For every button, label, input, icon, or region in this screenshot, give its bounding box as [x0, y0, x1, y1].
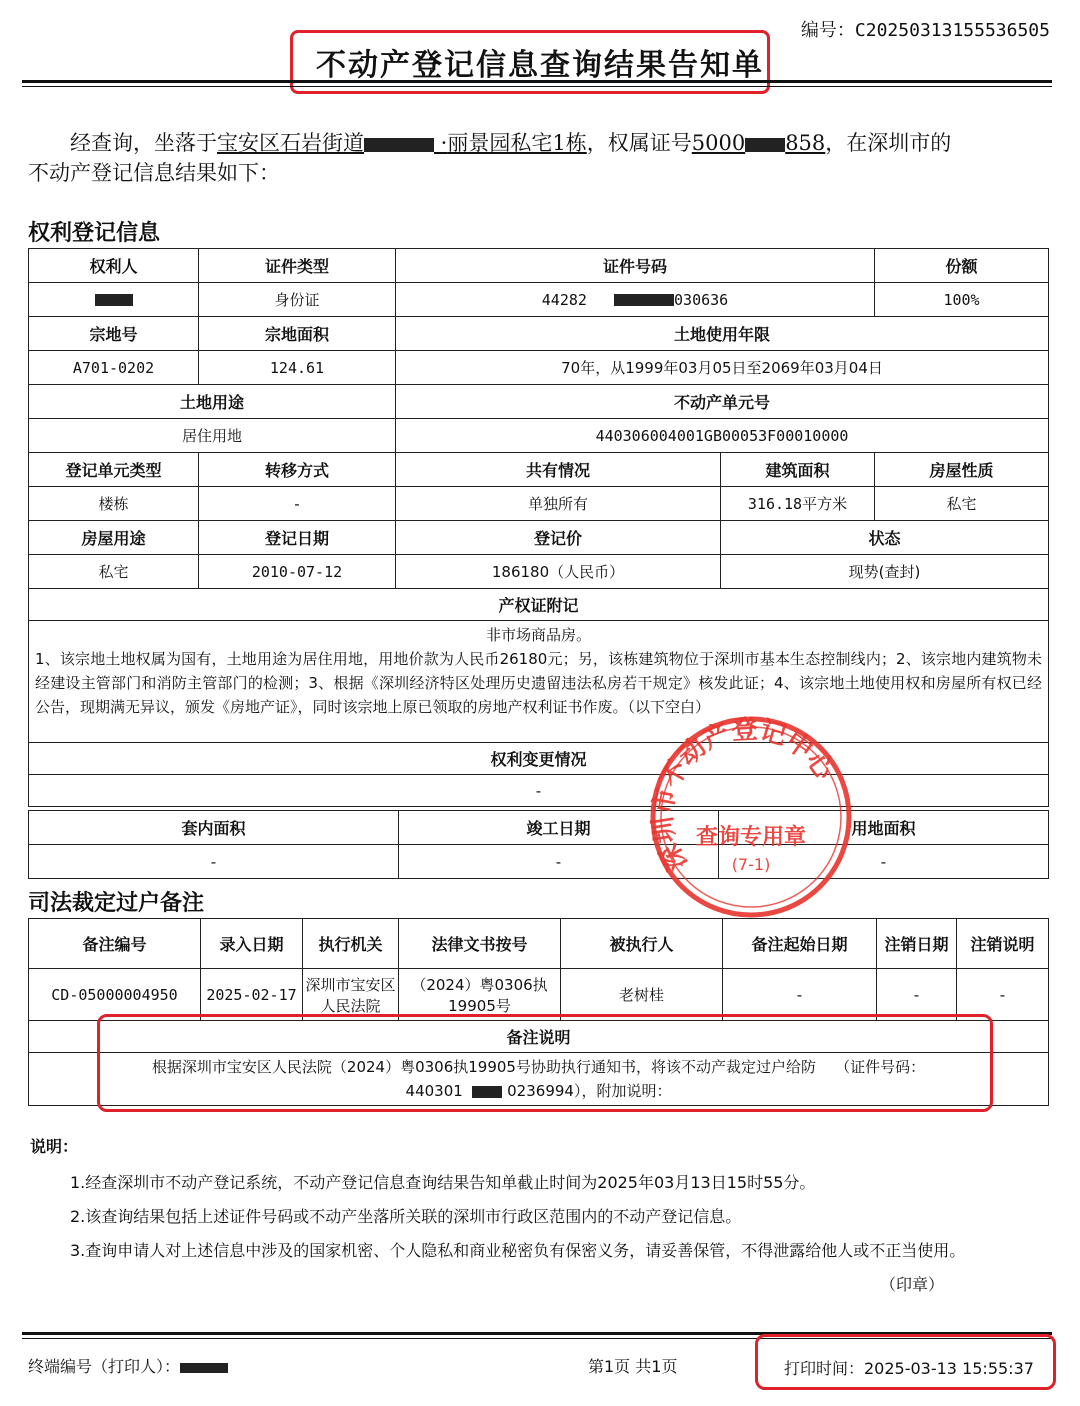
header-rights-change: 权利变更情况 [29, 743, 1049, 775]
transfer-value: - [199, 487, 396, 521]
header-id-type: 证件类型 [199, 249, 396, 283]
header-unit-type: 登记单元类型 [29, 453, 199, 487]
area-table [28, 810, 1049, 879]
header-building-area: 建筑面积 [721, 453, 875, 487]
seal-label: （印章） [880, 1275, 945, 1294]
executed-person-value: 老树桂 [561, 969, 723, 1021]
address-part-a: 宝安区石岩街道 [217, 131, 364, 155]
judicial-section-title: 司法裁定过户备注 [28, 890, 205, 916]
note-desc-part1: 根据深圳市宝安区人民法院（2024）粤0306执19905号协助执行通知书，将该不动产裁定过户给防 [151, 1058, 816, 1076]
note-item: 2.该查询结果包括上述证件号码或不动产坐落所关联的深圳市行政区范围内的不动产登记信息。 [70, 1207, 742, 1226]
header-status: 状态 [721, 521, 1049, 555]
header-inner-area: 套内面积 [29, 811, 399, 845]
header-completion-date: 竣工日期 [399, 811, 719, 845]
terminal-label [28, 1354, 228, 1377]
house-use-value: 私宅 [29, 555, 199, 589]
doc-number-value: （2024）粤0306执19905号 [399, 969, 561, 1021]
appendix-body: 1、该宗地土地权属为国有，土地用途为居住用地，用地价款为人民币26180元；另，该栋建筑物位于深圳市基本生态控制线内；2、该宗地内建筑物未经建设主管部门和消防主管部门的检测；3、根据《深圳经济特区处理历史遗留违法私房若干规定》核发此证；4、该宗地土地使用权和房屋所有权已经公告，现期满无异议，颁发《房地产证》，同时该宗地上原已领取的房地产权利证书作废。（以下空白） [35, 650, 1043, 716]
unit-type-value: 楼栋 [29, 487, 199, 521]
redacted-block [614, 294, 674, 306]
redacted-block [745, 138, 785, 152]
rights-section-title: 权利登记信息 [28, 220, 161, 246]
share-value: 100% [875, 283, 1049, 317]
land-area-value: - [719, 845, 1049, 879]
id-number-value [396, 283, 875, 317]
header-entry-date: 录入日期 [201, 919, 303, 969]
id-type-value: 身份证 [199, 283, 396, 317]
land-term-value: 70年，从1999年03月05日至2069年03月04日 [396, 351, 1049, 385]
header-land-term: 土地使用年限 [396, 317, 1049, 351]
header-land-use: 土地用途 [29, 385, 396, 419]
header-unit-number: 不动产单元号 [396, 385, 1049, 419]
header-executed-person: 被执行人 [561, 919, 723, 969]
header-reg-price: 登记价 [396, 521, 721, 555]
cert-part-a: 5000 [691, 131, 746, 155]
note-desc-part3: 440301 [405, 1082, 463, 1100]
cancel-desc-value: - [957, 969, 1049, 1021]
header-note-description: 备注说明 [29, 1021, 1049, 1053]
official-seal-icon [648, 714, 854, 920]
note-number-value: CD-05000004950 [29, 969, 201, 1021]
co-ownership-value: 单独所有 [396, 487, 721, 521]
header-doc-number: 法律文书按号 [399, 919, 561, 969]
status-value: 现势(查封) [721, 555, 1049, 589]
terminal-text: 终端编号（打印人）： [28, 1357, 181, 1376]
intro-suffix: ，在深圳市的 [825, 131, 952, 155]
document-title: 不动产登记信息查询结果告知单 [316, 48, 764, 83]
cancel-date-value: - [877, 969, 957, 1021]
note-highlight-box [97, 1014, 993, 1112]
header-land-area: 用地面积 [719, 811, 1049, 845]
redacted-block [95, 294, 133, 306]
seal-text: 深圳市不动产登记中心 [648, 714, 840, 876]
land-use-value: 居住用地 [29, 419, 396, 453]
header-note-start: 备注起始日期 [723, 919, 877, 969]
parcel-value: A701-0202 [29, 351, 199, 385]
cert-part-b: 858 [785, 131, 826, 155]
owner-value [29, 283, 199, 317]
header-note-number: 备注编号 [29, 919, 201, 969]
header-parcel-area: 宗地面积 [199, 317, 396, 351]
unit-number-value: 440306004001GB00053F00010000 [396, 419, 1049, 453]
header-cancel-desc: 注销说明 [957, 919, 1049, 969]
header-owner: 权利人 [29, 249, 199, 283]
redacted-block [180, 1363, 228, 1373]
house-nature-value: 私宅 [875, 487, 1049, 521]
id-number-part-b: 030636 [674, 290, 729, 309]
header-reg-date: 登记日期 [199, 521, 396, 555]
seal-subtitle: 查询专用章 [695, 825, 807, 850]
note-item: 3.查询申请人对上述信息中涉及的国家机密、个人隐私和商业秘密负有保密义务，请妥善保管，不得泄露给他人或不正当使用。 [70, 1241, 966, 1260]
header-cancel-date: 注销日期 [877, 919, 957, 969]
header-co-ownership: 共有情况 [396, 453, 721, 487]
intro-line2: 不动产登记信息结果如下： [28, 161, 280, 185]
parcel-area-value: 124.61 [199, 351, 396, 385]
header-appendix: 产权证附记 [29, 589, 1049, 621]
entry-date-value: 2025-02-17 [201, 969, 303, 1021]
note-item: 1.经查深圳市不动产登记系统，不动产登记信息查询结果告知单截止时间为2025年03月13日15时55分。 [70, 1173, 816, 1192]
header-rule [22, 80, 1052, 83]
intro-paragraph: 经查询，坐落于宝安区石岩街道 ·丽景园私宅1栋，权属证号5000 858，在深圳市的 不动产登记信息结果如下： [28, 131, 952, 185]
note-start-value: - [723, 969, 877, 1021]
inner-area-value: - [29, 845, 399, 879]
agency-value: 深圳市宝安区人民法院 [303, 969, 399, 1021]
seal-code: (7-1) [731, 855, 771, 874]
header-house-use: 房屋用途 [29, 521, 199, 555]
intro-mid: ，权属证号 [586, 131, 692, 155]
header-house-nature: 房屋性质 [875, 453, 1049, 487]
page-indicator: 第1页 共1页 [588, 1357, 678, 1376]
header-transfer: 转移方式 [199, 453, 396, 487]
note-desc-part2: （证件号码： [835, 1058, 926, 1076]
address-part-b: 丽景园私宅1栋 [447, 131, 587, 155]
reg-date-value: 2010-07-12 [199, 555, 396, 589]
rights-table [28, 248, 1049, 807]
header-share: 份额 [875, 249, 1049, 283]
intro-prefix: 经查询，坐落于 [70, 131, 217, 155]
notes-title: 说明： [30, 1137, 79, 1156]
completion-date-value: - [399, 845, 719, 879]
rights-change-value: - [29, 775, 1049, 807]
appendix-content [29, 621, 1049, 743]
reg-price-value: 186180（人民币） [396, 555, 721, 589]
header-rule-thin [22, 86, 1052, 87]
appendix-line1: 非市场商品房。 [486, 626, 592, 644]
building-area-value: 316.18平方米 [721, 487, 875, 521]
header-parcel: 宗地号 [29, 317, 199, 351]
id-number-part-a: 44282 [541, 290, 587, 309]
print-time: 打印时间：2025-03-13 15:55:37 [784, 1359, 1034, 1378]
svg-text:深圳市不动产登记中心 [648, 714, 840, 875]
note-desc-part4: 0236994），附加说明： [507, 1082, 672, 1100]
header-agency: 执行机关 [303, 919, 399, 969]
document-serial-number: 编号：C20250313155536505 [800, 20, 1050, 41]
header-id-number: 证件号码 [396, 249, 875, 283]
redacted-block [364, 138, 434, 152]
